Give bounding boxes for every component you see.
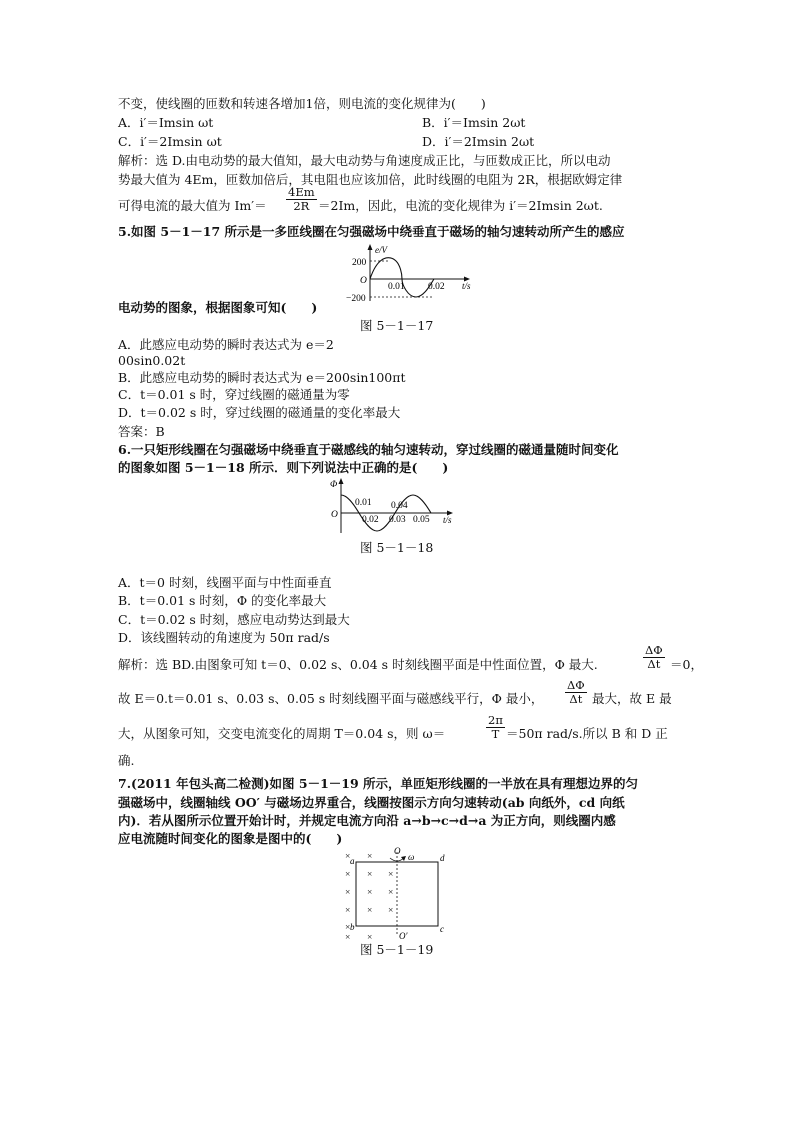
field-cross: × <box>367 870 373 880</box>
field-cross: × <box>367 933 373 942</box>
q6-option-b: B．t＝0.01 s 时刻，Φ 的变化率最大 <box>118 593 327 608</box>
field-cross: × <box>367 906 373 916</box>
q4-stem-tail: 不变，使线圈的匝数和转速各增加1倍，则电流的变化规律为( ) <box>118 96 486 111</box>
q6-explanation-line2a: 故 E＝0.t＝0.01 s、0.03 s、0.05 s 时刻线圈平面与磁感线平行，Φ 最小， <box>118 691 544 706</box>
figure-5-1-18 <box>325 477 465 535</box>
fig17-tick-002: 0.02 <box>428 282 445 292</box>
fig18-tick-001: 0.01 <box>355 498 372 508</box>
figure-5-1-17 <box>338 243 488 303</box>
fig19-label-omega: ω <box>408 852 415 862</box>
q7-stem-line1: 7.(2011 年包头高二检测)如图 5－1－19 所示，单匝矩形线圈的一半放在具有理想边界的匀 <box>118 776 639 791</box>
fig19-label-b: b <box>350 922 355 932</box>
fig19-label-o-prime: O′ <box>399 931 408 941</box>
q6-explanation-line1a: 解析：选 BD.由图象可知 t＝0、0.02 s、0.04 s 时刻线圈平面是中性面位置，Φ 最大. <box>118 657 598 672</box>
q6-fraction-2-num: ΔΦ <box>567 678 585 692</box>
q4-fraction-den: 2R <box>293 199 310 213</box>
field-cross: × <box>388 888 394 898</box>
q6-fraction-1 <box>643 644 665 671</box>
fig18-tick-002: 0.02 <box>362 515 379 525</box>
q6-stem-line1: 6.一只矩形线圈在匀强磁场中绕垂直于磁感线的轴匀速转动，穿过线圈的磁通量随时间变化 <box>118 442 619 457</box>
q7-stem-line4: 应电流随时间变化的图象是图中的( ) <box>118 831 343 846</box>
q7-stem-line2: 强磁场中，线圈轴线 OO′ 与磁场边界重合，线圈按图示方向匀速转动(ab 向纸外，cd 向纸 <box>118 795 625 810</box>
q6-fraction-2-den: Δt <box>569 692 583 706</box>
figure-5-1-19 <box>340 846 460 942</box>
fig17-xlabel: t/s <box>462 281 471 291</box>
q6-option-a: A．t＝0 时刻，线圈平面与中性面垂直 <box>118 575 332 590</box>
field-cross: × <box>345 852 351 862</box>
q5-option-d: D．t＝0.02 s 时，穿过线圈的磁通量的变化率最大 <box>118 405 401 420</box>
q6-fraction-3 <box>486 714 505 741</box>
field-cross: × <box>345 906 351 916</box>
fig18-caption: 图 5－1－18 <box>360 540 434 555</box>
q4-option-c: C．i′＝2Imsin ωt <box>118 134 222 149</box>
q4-explanation-line1: 解析：选 D.由电动势的最大值知，最大电动势与角速度成正比，与匝数成正比，所以电动 <box>118 153 611 168</box>
q6-fraction-1-den: Δt <box>647 657 661 671</box>
fig18-tick-005: 0.05 <box>413 515 430 525</box>
q4-fraction <box>286 186 317 213</box>
q6-explanation-line2b: 最大，故 E 最 <box>592 691 672 706</box>
fig18-tick-004: 0.04 <box>391 501 408 511</box>
q6-stem-line2: 的图象如图 5－1－18 所示．则下列说法中正确的是( ) <box>118 460 449 475</box>
q6-explanation-line3a: 大，从图象可知，交变电流变化的周期 T＝0.04 s，则 ω＝ <box>118 726 446 741</box>
field-cross: × <box>345 923 351 933</box>
q6-fraction-3-num: 2π <box>488 713 503 727</box>
q4-fraction-num: 4Em <box>288 185 315 199</box>
q6-fraction-3-den: T <box>491 727 500 741</box>
q5-stem-line2: 电动势的图象，根据图象可知( ) <box>118 300 318 315</box>
q5-option-a-line2: 00sin0.02t <box>118 353 186 368</box>
fig19-label-o: O <box>394 846 401 856</box>
q7-stem-line3: 内)．若从图所示位置开始计时，并规定电流方向沿 a→b→c→d→a 为正方向，则线圈内感 <box>118 813 616 828</box>
fig19-label-c: c <box>440 924 444 934</box>
q5-option-a-line1: A．此感应电动势的瞬时表达式为 e＝2 <box>118 337 334 352</box>
fig17-caption: 图 5－1－17 <box>360 318 434 333</box>
fig18-ylabel: Φ <box>330 480 338 490</box>
fig18-origin: O <box>331 510 338 520</box>
field-cross: × <box>345 933 351 942</box>
q6-explanation-line1b: ＝0， <box>670 657 703 672</box>
fig18-tick-003: 0.03 <box>389 515 406 525</box>
q4-explanation-line3b: ＝2Im，因此，电流的变化规律为 i′＝2Imsin 2ωt. <box>318 198 603 213</box>
fig18-xlabel: t/s <box>443 515 452 525</box>
q4-option-d: D．i′＝2Imsin 2ωt <box>422 134 535 149</box>
q6-explanation-line4: 确. <box>118 753 135 768</box>
q6-fraction-2 <box>565 679 587 706</box>
q4-option-b: B．i′＝Imsin 2ωt <box>422 115 526 130</box>
fig17-ylabel: e/V <box>375 245 387 255</box>
fig17-tick-001: 0.01 <box>388 282 405 292</box>
fig17-tick-200: 200 <box>352 258 367 268</box>
field-cross: × <box>345 888 351 898</box>
q5-stem-line1: 5.如图 5－1－17 所示是一多匝线圈在匀强磁场中绕垂直于磁场的轴匀速转动所产生的感应 <box>118 224 625 239</box>
field-cross: × <box>388 870 394 880</box>
q5-option-c: C．t＝0.01 s 时，穿过线圈的磁通量为零 <box>118 387 350 402</box>
field-cross: × <box>367 852 373 862</box>
q4-option-a: A．i′＝Imsin ωt <box>118 115 214 130</box>
q5-option-b: B．此感应电动势的瞬时表达式为 e＝200sin100πt <box>118 370 406 385</box>
field-cross: × <box>345 870 351 880</box>
q5-answer: 答案：B <box>118 424 165 439</box>
field-cross: × <box>367 888 373 898</box>
q6-explanation-line3b: ＝50π rad/s.所以 B 和 D 正 <box>506 726 668 741</box>
q4-explanation-line2: 势最大值为 4Em，匝数加倍后，其电阻也应该加倍，此时线圈的电阻为 2R，根据欧姆定律 <box>118 172 623 187</box>
q6-option-d: D．该线圈转动的角速度为 50π rad/s <box>118 630 330 645</box>
q6-option-c: C．t＝0.02 s 时刻，感应电动势达到最大 <box>118 612 350 627</box>
field-cross: × <box>388 906 394 916</box>
fig19-label-d: d <box>440 853 445 863</box>
fig19-label-a: a <box>350 856 355 866</box>
fig17-tick-neg200: −200 <box>346 294 366 303</box>
q4-explanation-line3a: 可得电流的最大值为 Im′＝ <box>118 198 267 213</box>
q6-fraction-1-num: ΔΦ <box>645 643 663 657</box>
fig17-origin: O <box>360 276 367 286</box>
fig19-caption: 图 5－1－19 <box>360 942 434 957</box>
